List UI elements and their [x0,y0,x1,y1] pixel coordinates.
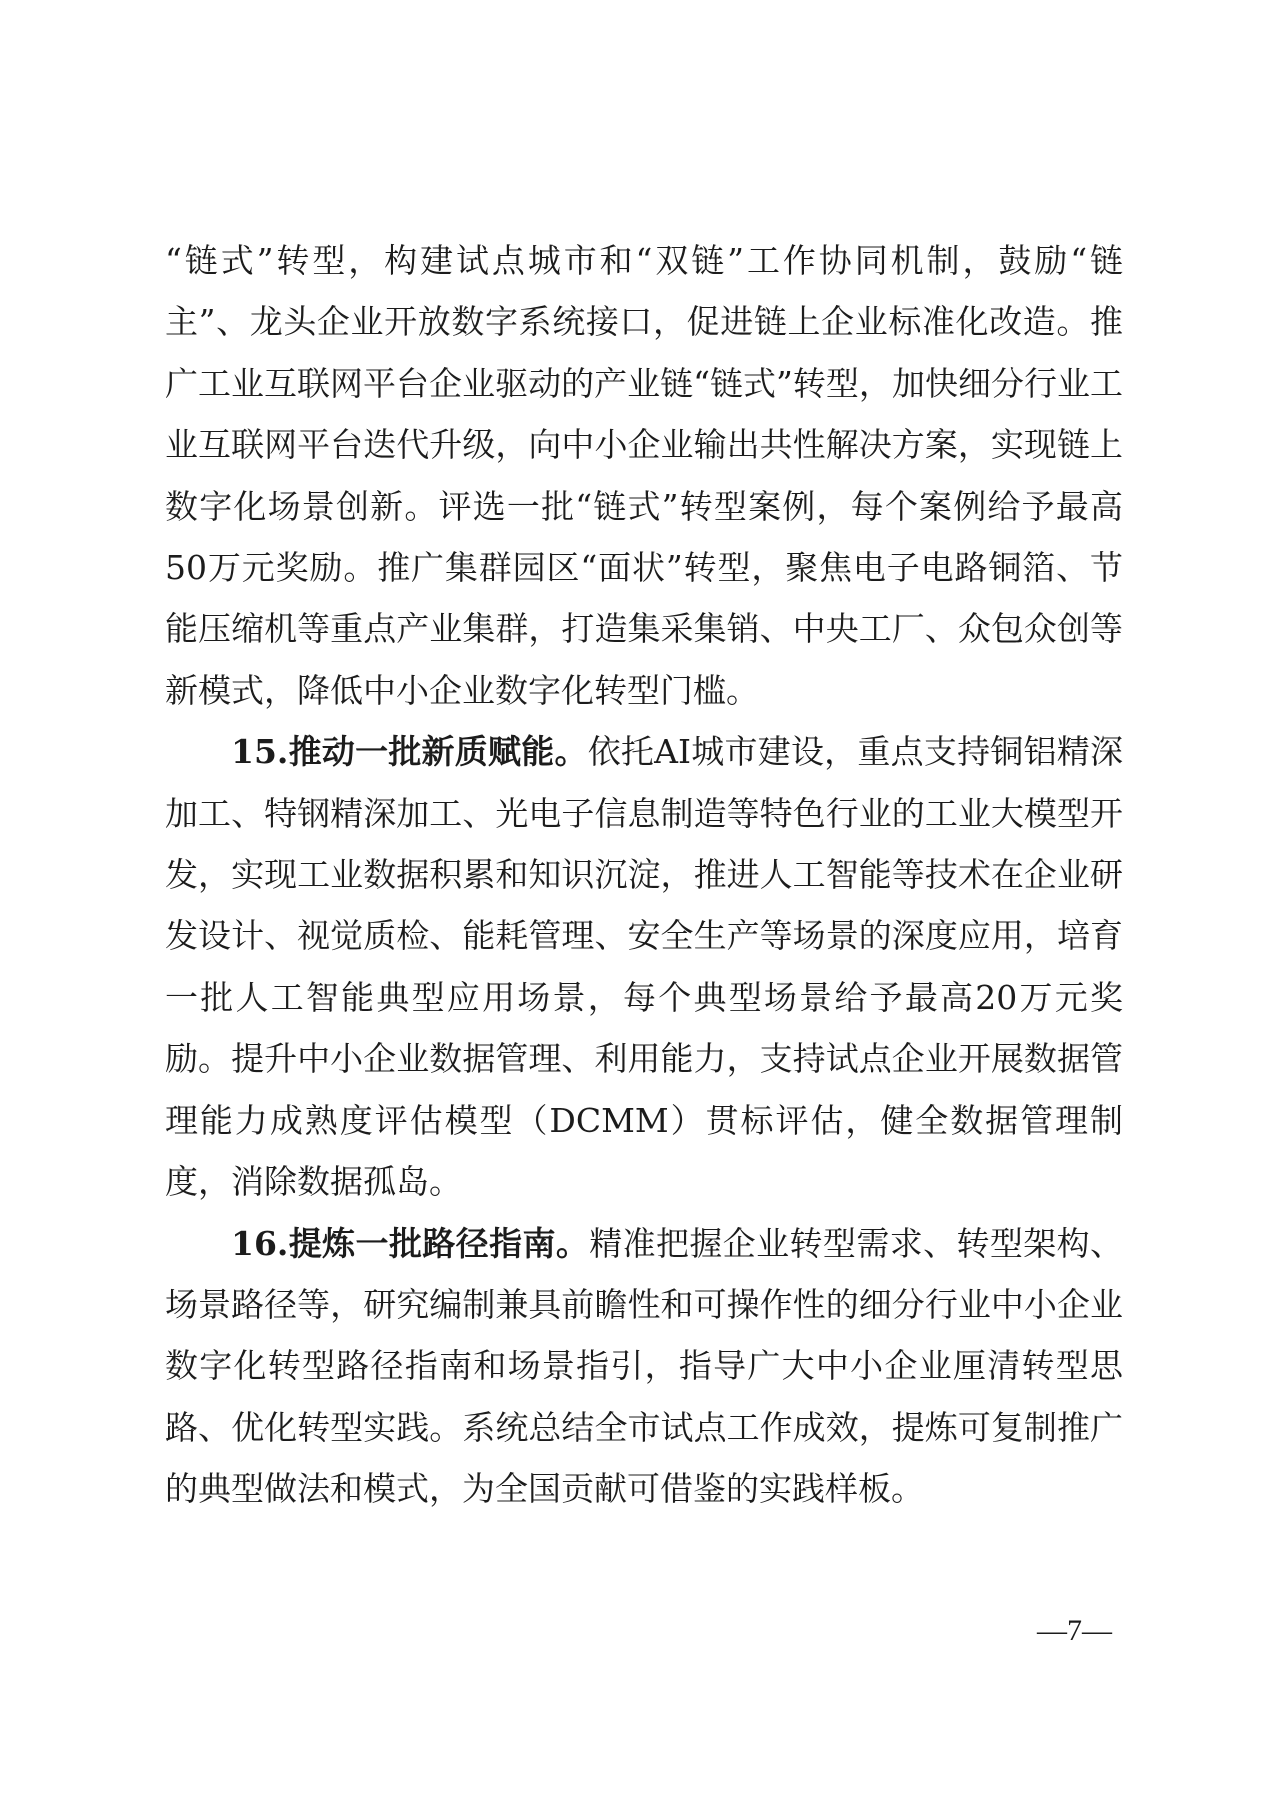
paragraph-heading: 15.推动一批新质赋能。 [231,732,588,772]
paragraph-continuation [165,230,1123,721]
body-text [165,230,1123,1520]
paragraph-heading: 16.提炼一批路径指南。 [231,1223,590,1263]
page-number: —7— [1037,1614,1112,1647]
paragraph-text: 依托AI城市建设，重点支持铜铝精深加工、特钢精深加工、光电子信息制造等特色行业的工业大模型开发，实现工业数据积累和知识沉淀，推进人工智能等技术在企业研发设计、视觉质检、能耗管理、安全生产等场景的深度应用，培育一批人工智能典型应用场景，每个典型场景给予最高20万元奖励。提升中小企业数据管理、利用能力，支持试点企业开展数据管理能力成熟度评估模型（DCMM）贯标评估，健全数据管理制度，消除数据孤岛。 [165,732,1123,1202]
paragraph-15 [165,721,1123,1212]
paragraph-16 [165,1213,1123,1520]
paragraph-text: “链式”转型，构建试点城市和“双链”工作协同机制，鼓励“链主”、龙头企业开放数字系统接口，促进链上企业标准化改造。推广工业互联网平台企业驱动的产业链“链式”转型，加快细分行业工业互联网平台迭代升级，向中小企业输出共性解决方案，实现链上数字化场景创新。评选一批“链式”转型案例，每个案例给予最高50万元奖励。推广集群园区“面状”转型，聚焦电子电路铜箔、节能压缩机等重点产业集群，打造集采集销、中央工厂、众包众创等新模式，降低中小企业数字化转型门槛。 [165,241,1123,710]
paragraph-text: 精准把握企业转型需求、转型架构、场景路径等，研究编制兼具前瞻性和可操作性的细分行业中小企业数字化转型路径指南和场景指引，指导广大中小企业厘清转型思路、优化转型实践。系统总结全市试点工作成效，提炼可复制推广的典型做法和模式，为全国贡献可借鉴的实践样板。 [165,1223,1123,1509]
